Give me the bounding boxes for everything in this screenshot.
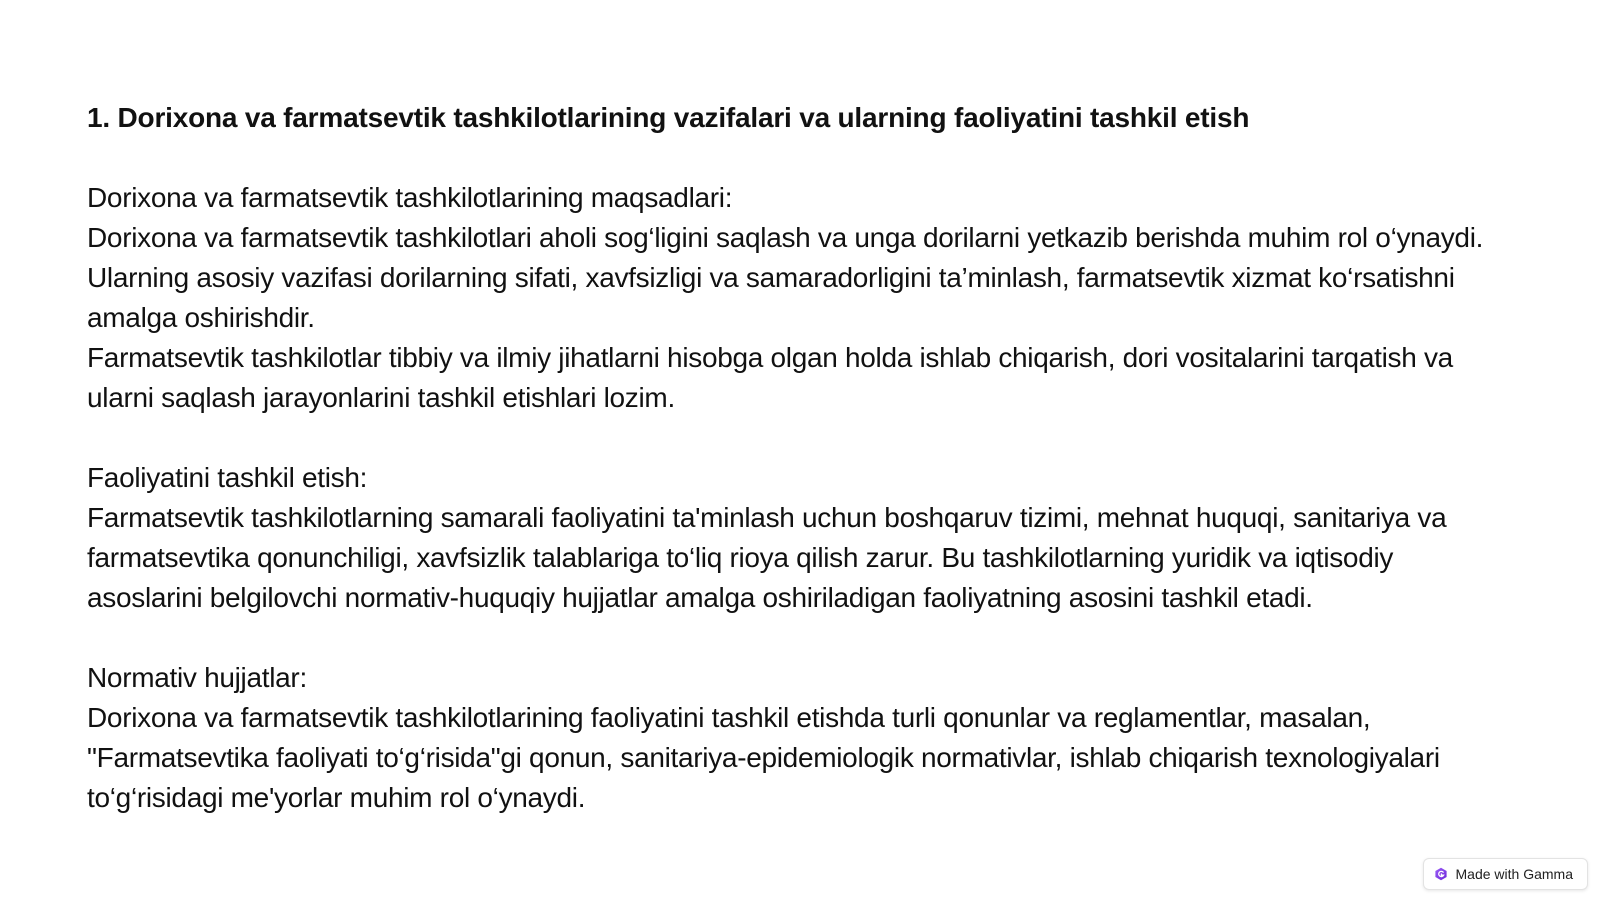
section-heading: Dorixona va farmatsevtik tashkilotlarining maqsadlari: [87, 182, 733, 213]
section-normative-documents [87, 658, 1507, 818]
gamma-logo-icon [1434, 867, 1448, 881]
paragraph: Dorixona va farmatsevtik tashkilotlarining faoliyatini tashkil etishda turli qonunlar va reglamentlar, masalan, "Farmatsevtika faoliyati to‘g‘risida"gi qonun, sanitariya-epidemiologik normativlar, ishlab chiqarish texnologiyalari to‘g‘risidagi me'yorlar muhim rol o‘ynaydi. [87, 702, 1440, 813]
paragraph: Farmatsevtik tashkilotlarning samarali faoliyatini ta'minlash uchun boshqaruv tizimi, mehnat huquqi, sanitariya va farmatsevtika qonunchiligi, xavfsizlik talablariga to‘liq rioya qilish zarur. Bu tashkilotlarning yuridik va iqtisodiy asoslarini belgilovchi normativ-huquqiy hujjatlar amalga oshiriladigan faoliyatning asosini tashkil etadi. [87, 502, 1447, 613]
section-heading: Normativ hujjatlar: [87, 662, 307, 693]
slide-title: 1. Dorixona va farmatsevtik tashkilotlarining vazifalari va ularning faoliyatini tashkil etish [87, 102, 1250, 133]
section-heading: Faoliyatini tashkil etish: [87, 462, 368, 493]
made-with-gamma-badge[interactable] [1423, 858, 1588, 890]
section-goals [87, 178, 1507, 418]
section-organization [87, 458, 1507, 618]
slide-content [87, 98, 1507, 818]
paragraph: Dorixona va farmatsevtik tashkilotlari aholi sog‘ligini saqlash va unga dorilarni yetkazib berishda muhim rol o‘ynaydi. Ularning asosiy vazifasi dorilarning sifati, xavfsizligi va samaradorligini ta’minlash, farmatsevtik xizmat ko‘rsatishni amalga oshirishdir. [87, 222, 1484, 333]
paragraph: Farmatsevtik tashkilotlar tibbiy va ilmiy jihatlarni hisobga olgan holda ishlab chiqarish, dori vositalarini tarqatish va ularni saqlash jarayonlarini tashkil etishlari lozim. [87, 342, 1453, 413]
badge-label: Made with Gamma [1455, 866, 1573, 882]
